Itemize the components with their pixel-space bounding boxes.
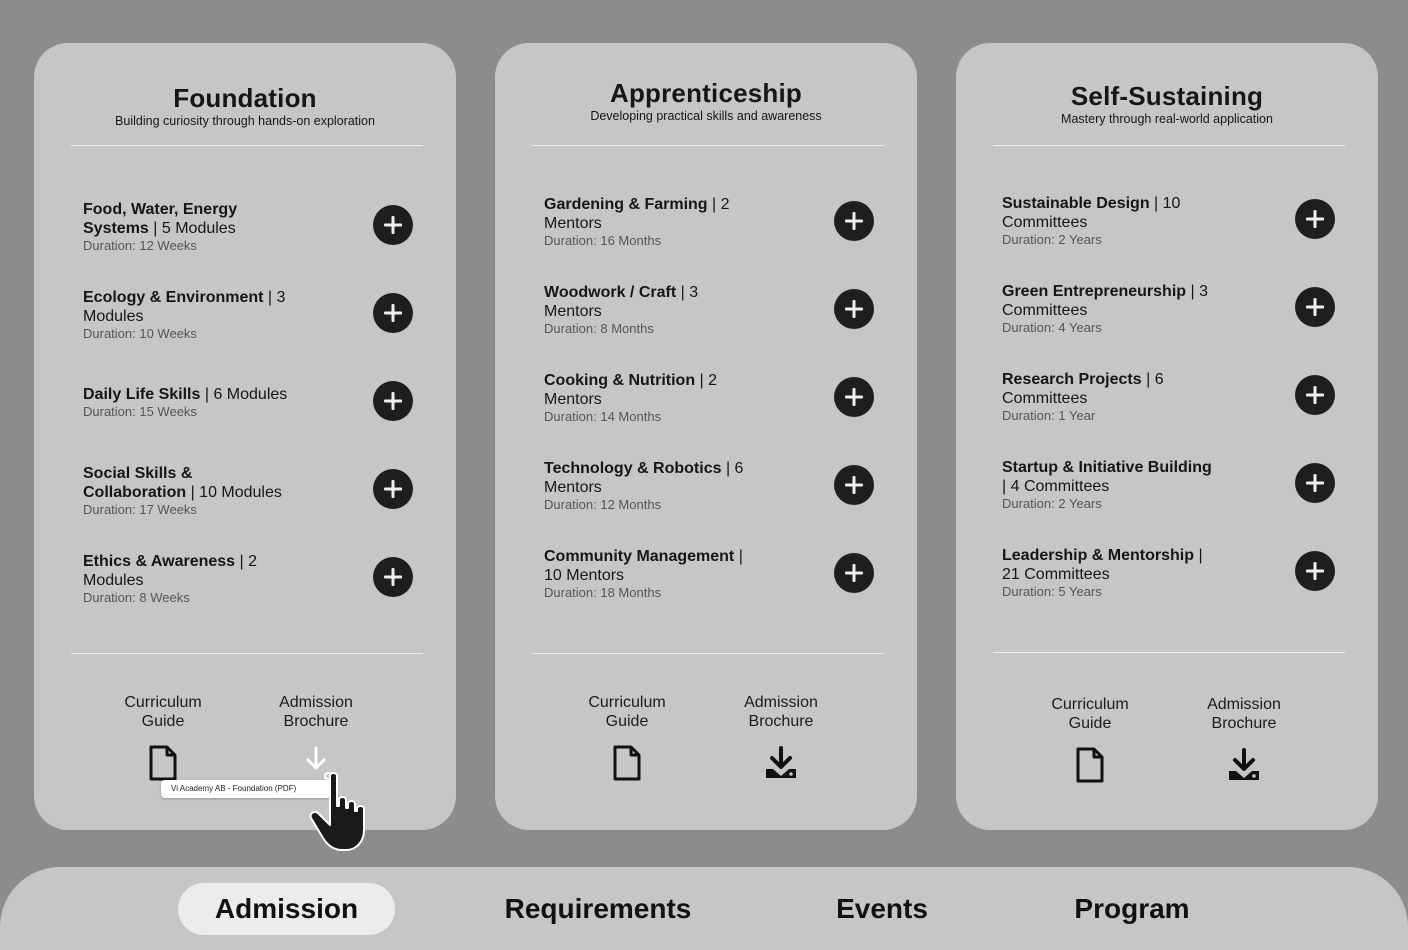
item-count: | 6 Mentors — [544, 460, 744, 496]
item-name: Food, Water, Energy Systems — [83, 201, 238, 237]
program-item — [1002, 458, 1338, 512]
item-name: Technology & Robotics — [544, 460, 722, 477]
card-title: Self-Sustaining — [1070, 81, 1264, 111]
program-item — [544, 459, 877, 513]
item-name: Research Projects — [1002, 371, 1142, 388]
program-item — [544, 195, 877, 249]
card-apprenticeship — [495, 43, 917, 830]
item-name: Cooking & Nutrition — [544, 372, 696, 389]
program-item — [1002, 282, 1338, 336]
curriculum-guide-label: Curriculum Guide — [1051, 696, 1129, 732]
card-title: Apprenticeship — [609, 78, 803, 108]
tab-program[interactable]: Program — [1074, 893, 1190, 924]
item-count: | 10 Committees — [1002, 195, 1181, 231]
item-name: Gardening & Farming — [544, 196, 708, 213]
card-header — [956, 81, 1378, 127]
item-name: Sustainable Design — [1002, 195, 1150, 212]
item-count: | 21 Committees — [1002, 547, 1203, 583]
card-subtitle: Mastery through real-world application — [1061, 112, 1273, 126]
item-name: Daily Life Skills — [83, 386, 201, 403]
divider — [71, 653, 423, 654]
item-count: | 3 Mentors — [544, 284, 699, 320]
program-item — [83, 385, 416, 420]
item-name: Green Entrepreneurship — [1002, 283, 1187, 300]
program-item — [1002, 370, 1338, 424]
program-item — [83, 288, 416, 342]
card-subtitle: Developing practical skills and awareness — [590, 109, 822, 123]
item-name: Ecology & Environment — [83, 289, 264, 306]
hand-pointer-icon — [306, 770, 372, 856]
item-duration: Duration: 8 Weeks — [83, 590, 190, 605]
card-title: Foundation — [173, 83, 317, 113]
item-duration: Duration: 10 Weeks — [83, 326, 197, 341]
tab-requirements[interactable]: Requirements — [504, 893, 692, 924]
expand-plus-icon[interactable] — [1295, 551, 1335, 591]
item-count: | 2 Mentors — [544, 196, 730, 232]
document-icon — [148, 745, 178, 781]
divider — [532, 145, 884, 146]
tab-events[interactable]: Events — [836, 893, 928, 924]
divider — [71, 145, 423, 146]
expand-plus-icon[interactable] — [1295, 287, 1335, 327]
tab-admission[interactable]: Admission — [178, 883, 395, 935]
expand-plus-icon[interactable] — [373, 205, 413, 245]
item-count: | 5 Modules — [153, 220, 236, 237]
expand-plus-icon[interactable] — [373, 293, 413, 333]
item-duration: Duration: 8 Months — [544, 321, 654, 336]
expand-plus-icon[interactable] — [1295, 375, 1335, 415]
item-count: | 6 Modules — [204, 386, 288, 403]
program-item — [83, 464, 416, 518]
item-name: Startup & Initiative Building — [1002, 459, 1212, 476]
item-duration: Duration: 2 Years — [1002, 232, 1102, 247]
item-name: Leadership & Mentorship — [1002, 547, 1195, 564]
document-icon — [1075, 747, 1105, 783]
expand-plus-icon[interactable] — [1295, 199, 1335, 239]
expand-plus-icon[interactable] — [1295, 463, 1335, 503]
expand-plus-icon[interactable] — [834, 201, 874, 241]
divider — [993, 652, 1345, 653]
download-icon — [1226, 747, 1262, 783]
item-count: | 10 Modules — [190, 484, 282, 501]
divider — [993, 145, 1345, 146]
program-item — [83, 200, 416, 254]
curriculum-guide-label: Curriculum Guide — [124, 694, 202, 730]
program-item — [544, 283, 877, 337]
item-count: | 10 Mentors — [544, 548, 743, 584]
item-duration: Duration: 17 Weeks — [83, 502, 197, 517]
item-duration: Duration: 18 Months — [544, 585, 662, 600]
item-count: | 3 Committees — [1002, 283, 1208, 319]
expand-plus-icon[interactable] — [834, 377, 874, 417]
item-count: | 3 Modules — [83, 289, 286, 325]
divider — [532, 653, 884, 654]
item-name: Ethics & Awareness — [83, 553, 236, 570]
item-count: | 4 Committees — [1002, 478, 1110, 495]
expand-plus-icon[interactable] — [834, 465, 874, 505]
expand-plus-icon[interactable] — [373, 381, 413, 421]
document-icon — [612, 745, 642, 781]
card-self-sustaining — [956, 43, 1378, 830]
item-duration: Duration: 14 Months — [544, 409, 662, 424]
item-duration: Duration: 2 Years — [1002, 496, 1102, 511]
expand-plus-icon[interactable] — [834, 289, 874, 329]
download-icon — [763, 745, 799, 781]
item-duration: Duration: 16 Months — [544, 233, 662, 248]
expand-plus-icon[interactable] — [834, 553, 874, 593]
curriculum-guide-link[interactable] — [103, 693, 223, 781]
expand-plus-icon[interactable] — [373, 557, 413, 597]
item-count: | 2 Mentors — [544, 372, 718, 408]
item-duration: Duration: 12 Months — [544, 497, 662, 512]
program-item — [1002, 546, 1338, 600]
admission-brochure-label: Admission Brochure — [279, 694, 353, 730]
curriculum-guide-link[interactable] — [1030, 695, 1150, 783]
admission-brochure-link[interactable] — [1184, 695, 1304, 783]
card-header — [34, 83, 456, 129]
item-duration: Duration: 5 Years — [1002, 584, 1102, 599]
item-duration: Duration: 4 Years — [1002, 320, 1102, 335]
item-name: Woodwork / Craft — [544, 284, 677, 301]
curriculum-guide-link[interactable] — [567, 693, 687, 781]
item-duration: Duration: 15 Weeks — [83, 404, 197, 419]
card-header — [495, 78, 917, 124]
card-foundation — [34, 43, 456, 830]
item-count: | 2 Modules — [83, 553, 258, 589]
admission-brochure-label: Admission Brochure — [744, 694, 818, 730]
program-item — [544, 547, 877, 601]
expand-plus-icon[interactable] — [373, 469, 413, 509]
card-subtitle: Building curiosity through hands-on exploration — [115, 114, 375, 128]
program-item — [544, 371, 877, 425]
download-tooltip: Vi Academy AB - Foundation (PDF) — [161, 780, 331, 798]
item-name: Social Skills & Collaboration — [83, 465, 193, 501]
item-duration: Duration: 1 Year — [1002, 408, 1096, 423]
item-count: | 6 Committees — [1002, 371, 1164, 407]
item-duration: Duration: 12 Weeks — [83, 238, 197, 253]
admission-brochure-link[interactable] — [721, 693, 841, 781]
bottom-nav — [0, 867, 1408, 950]
program-item — [83, 552, 416, 606]
item-name: Community Management — [544, 548, 735, 565]
admission-brochure-link[interactable] — [256, 693, 376, 781]
curriculum-guide-label: Curriculum Guide — [588, 694, 666, 730]
admission-brochure-label: Admission Brochure — [1207, 696, 1281, 732]
program-item — [1002, 194, 1338, 248]
